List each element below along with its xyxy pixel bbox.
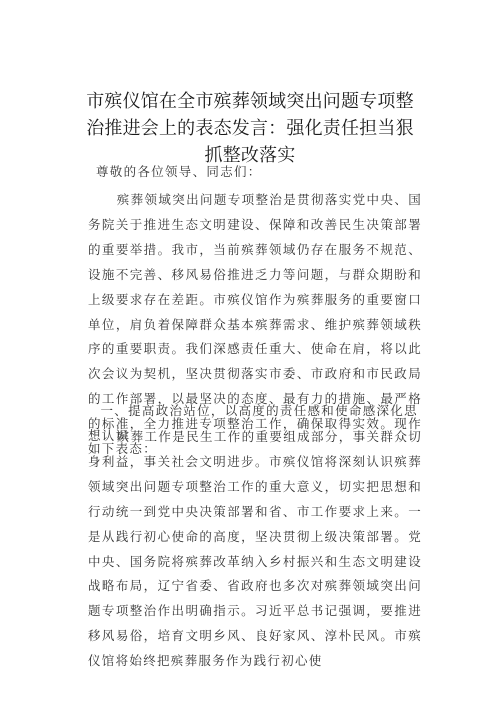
greeting: 尊敬的各位领导、同志们： bbox=[96, 164, 262, 179]
section-heading-1: 一、提高政治站位，以高度的责任感和使命感深化思想认识 bbox=[88, 403, 418, 443]
paragraph-intro: 殡葬领域突出问题专项整治是贯彻落实党中央、国务院关于推进生态文明建设、保障和改善民生决策部署的重要举措。我市，当前殡葬领域仍存在服务不规范、设施不完善、移风易俗推进乏力等问题，与群众期盼和上级要求存在差距。市殡仪馆作为殡葬服务的重要窗口单位，肩负着保障群众基本殡葬需求、维护殡葬领域秩序的重要职责。我们深感责任重大、使命在肩，将以此次会议为契机，坚决贯彻落实市委、市政府和市民政局的工作部署，以最坚决的态度、最有力的措施、最严格的标准，全力推进专项整治工作，确保取得实效。现作如下表态： bbox=[88, 192, 422, 457]
paragraph-section-1: 殡葬工作是民生工作的重要组成部分，事关群众切身利益，事关社会文明进步。市殡仪馆将深刻认识殡葬领域突出问题专项整治工作的重大意义，切实把思想和行动统一到党中央决策部署和省、市工作要求上来。一是从践行初心使命的高度，坚决贯彻上级决策部署。党中央、国务院将殡葬改革纳入乡村振兴和生态文明建设战略布局，辽宁省委、省政府也多次对殡葬领域突出问题专项整治作出明确指示。习近平总书记强调，要推进移风易俗，培育文明乡风、良好家风、淳朴民风。市殡仪馆将始终把殡葬服务作为践行初心使 bbox=[88, 429, 422, 669]
document-title: 市殡仪馆在全市殡葬领域突出问题专项整治推进会上的表态发言：强化责任担当狠抓整改落实 bbox=[86, 91, 414, 166]
